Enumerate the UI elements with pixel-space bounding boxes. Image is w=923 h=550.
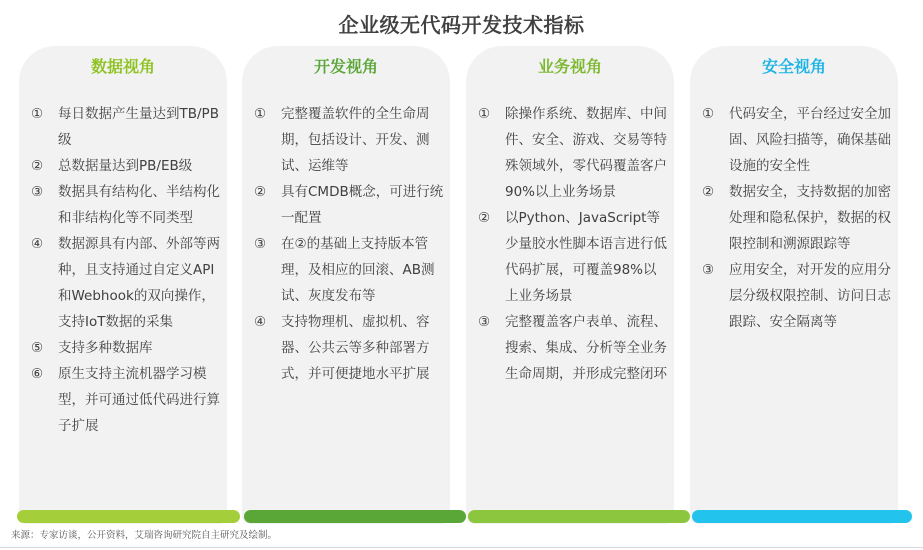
- list-item: [478, 101, 668, 205]
- item-number: ①: [254, 106, 267, 122]
- item-text: 应用安全，对开发的应用分层分级权限控制、访问日志跟踪、安全隔离等: [729, 262, 891, 330]
- list-item: [478, 309, 668, 387]
- list-item: [31, 179, 221, 231]
- list-item: [31, 101, 221, 153]
- column-heading: 开发视角: [313, 57, 378, 76]
- item-text: 在②的基础上支持版本管理，及相应的回滚、AB测试、灰度发布等: [281, 236, 435, 304]
- item-text: 代码安全，平台经过安全加固、风险扫描等，确保基础设施的安全性: [729, 106, 891, 174]
- column-security-perspective: [690, 46, 898, 524]
- item-text: 数据源具有内部、外部等两种，且支持通过自定义API和Webhook的双向操作，支持IoT数据的采集: [58, 236, 220, 330]
- item-number: ③: [31, 184, 44, 200]
- item-number: ①: [478, 106, 491, 122]
- item-text: 除操作系统、数据库、中间件、安全、游戏、交易等特殊领域外，零代码覆盖客户90%以上业务场景: [505, 106, 667, 200]
- item-text: 具有CMDB概念，可进行统一配置: [281, 184, 444, 226]
- source-note: 来源：专家访谈，公开资料，艾瑞咨询研究院自主研究及绘制。: [11, 530, 278, 541]
- list-item: [31, 231, 221, 335]
- item-text: 完整覆盖客户表单、流程、搜索、集成、分析等全业务生命周期，并形成完整闭环: [505, 314, 667, 382]
- footer-divider: [0, 547, 923, 548]
- item-text: 原生支持主流机器学习模型，并可通过低代码进行算子扩展: [58, 366, 220, 434]
- item-number: ①: [702, 106, 715, 122]
- list-item: [31, 153, 221, 179]
- column-accent-bar: [468, 510, 690, 523]
- list-item: [254, 101, 444, 179]
- item-text: 完整覆盖软件的全生命周期，包括设计、开发、测试、运维等: [281, 106, 430, 174]
- item-list: [478, 101, 668, 387]
- item-number: ①: [31, 106, 44, 122]
- item-number: ⑥: [31, 366, 44, 382]
- column-business-perspective: [466, 46, 674, 524]
- list-item: [31, 361, 221, 439]
- item-number: ③: [478, 314, 491, 330]
- item-number: ④: [31, 236, 44, 252]
- item-text: 数据安全，支持数据的加密处理和隐私保护，数据的权限控制和溯源跟踪等: [729, 184, 891, 252]
- item-number: ②: [478, 210, 491, 226]
- column-heading: 业务视角: [537, 57, 602, 76]
- item-text: 支持物理机、虚拟机、容器、公共云等多种部署方式，并可便捷地水平扩展: [281, 314, 430, 382]
- column-accent-bar: [244, 510, 466, 523]
- item-number: ⑤: [31, 340, 44, 356]
- list-item: [254, 179, 444, 231]
- list-item: [702, 257, 892, 335]
- column-accent-bar: [692, 510, 912, 523]
- item-text: 总数据量达到PB/EB级: [58, 158, 193, 174]
- list-item: [478, 205, 668, 309]
- list-item: [702, 101, 892, 179]
- list-item: [702, 179, 892, 257]
- item-text: 以Python、JavaScript等少量胶水性脚本语言进行低代码扩展，可覆盖98%以上业务场景: [505, 210, 667, 304]
- item-number: ②: [31, 158, 44, 174]
- item-text: 每日数据产生量达到TB/PB级: [58, 106, 219, 148]
- column-heading: 数据视角: [90, 57, 155, 76]
- list-item: [31, 335, 221, 361]
- item-list: [702, 101, 892, 335]
- item-text: 数据具有结构化、半结构化和非结构化等不同类型: [58, 184, 220, 226]
- item-number: ③: [254, 236, 267, 252]
- list-item: [254, 309, 444, 387]
- item-text: 支持多种数据库: [58, 340, 153, 356]
- column-data-perspective: [19, 46, 227, 524]
- column-development-perspective: [242, 46, 450, 524]
- item-number: ②: [254, 184, 267, 200]
- list-item: [254, 231, 444, 309]
- item-number: ③: [702, 262, 715, 278]
- item-number: ④: [254, 314, 267, 330]
- item-list: [254, 101, 444, 387]
- item-list: [31, 101, 221, 439]
- column-accent-bar: [17, 510, 240, 523]
- page-title: 企业级无代码开发技术指标: [338, 13, 585, 37]
- item-number: ②: [702, 184, 715, 200]
- column-heading: 安全视角: [761, 57, 826, 76]
